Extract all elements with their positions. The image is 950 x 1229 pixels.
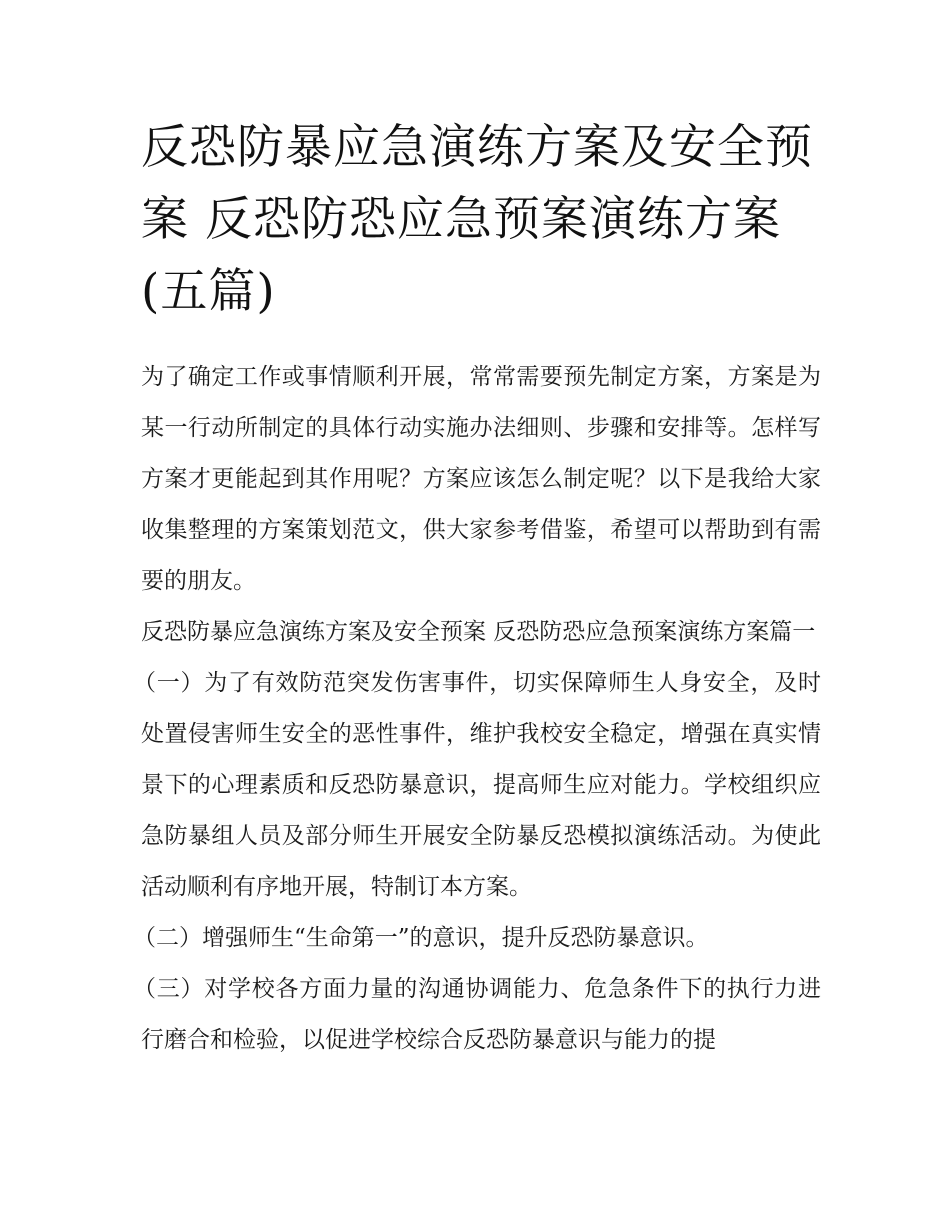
paragraph-item-1: （一）为了有效防范突发伤害事件，切实保障师生人身安全，及时处置侵害师生安全的恶性事件，维护我校安全稳定，增强在真实情景下的心理素质和反恐防暴意识，提高师生应对能力。学校组织应急防暴组人员及部分师生开展安全防暴反恐模拟演练活动。为使此活动顺利有序地开展，特制订本方案。 xyxy=(133,670,821,900)
section-heading: 反恐防暴应急演练方案及安全预案 反恐防恐应急预案演练方案篇一 xyxy=(141,619,816,645)
intro-paragraph: 为了确定工作或事情顺利开展，常常需要预先制定方案，方案是为某一行动所制定的具体行动实施办法细则、步骤和安排等。怎样写方案才更能起到其作用呢？方案应该怎么制定呢？以下是我给大家收集整理的方案策划范文，供大家参考借鉴，希望可以帮助到有需要的朋友。 xyxy=(141,364,821,594)
paragraph-item-2: （二）增强师生“生命第一”的意识，提升反恐防暴意识。 xyxy=(133,925,709,951)
document-body xyxy=(133,352,821,1066)
document-title: 反恐防暴应急演练方案及安全预案 反恐防恐应急预案演练方案(五篇) xyxy=(141,120,813,319)
paragraph-item-3: （三）对学校各方面力量的沟通协调能力、危急条件下的执行力进行磨合和检验，以促进学校综合反恐防暴意识与能力的提 xyxy=(133,976,821,1053)
